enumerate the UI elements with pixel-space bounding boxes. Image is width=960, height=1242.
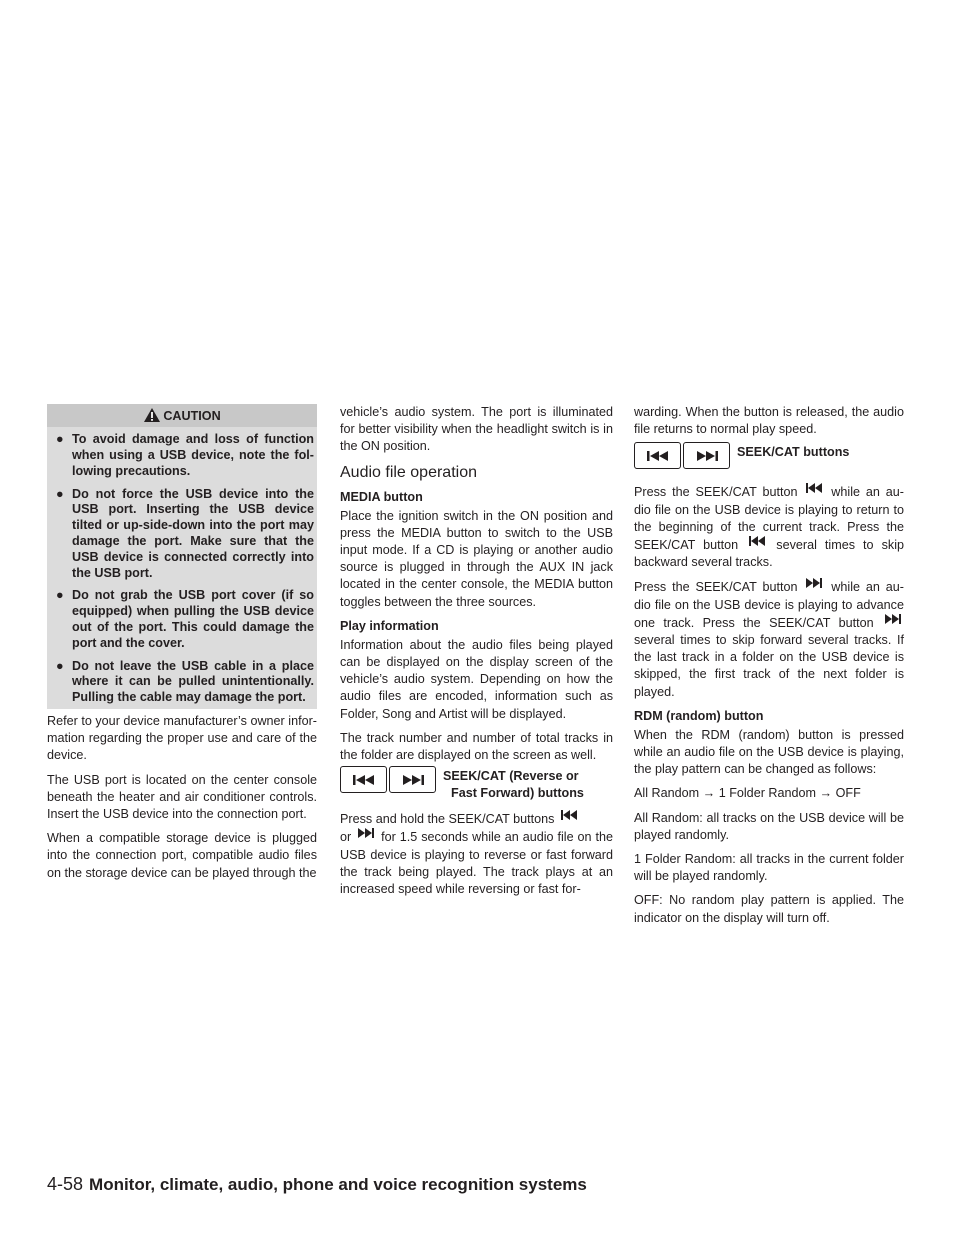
subheading-media: MEDIA button bbox=[340, 489, 423, 504]
skip-next-icon bbox=[357, 828, 375, 838]
skip-next-icon bbox=[401, 774, 425, 786]
seek-reverse-key bbox=[634, 442, 681, 469]
seek-cat-illustration bbox=[634, 442, 904, 469]
caution-box bbox=[47, 404, 317, 709]
paragraph: When a compatible storage device is plugged into the connection port, compatible audio files on the storage device can be played through the bbox=[47, 831, 317, 880]
paragraph: vehicle’s audio system. The port is illuminated for better visibility when the headlight switch is in the ON position. bbox=[340, 405, 613, 454]
seek-cat-illustration bbox=[340, 766, 613, 802]
column-1 bbox=[47, 404, 317, 889]
column-3 bbox=[634, 404, 904, 934]
paragraph: 1 Folder Random: all tracks in the current folder will be played randomly. bbox=[634, 852, 904, 884]
paragraph: Refer to your device manufacturer’s owner infor-mation regarding the proper use and care of the device. bbox=[47, 713, 317, 763]
skip-previous-icon bbox=[352, 774, 376, 786]
caution-item: ● Do not leave the USB cable in a place where it can be pulled unintentionally. Pulling the cable may damage the port. bbox=[56, 658, 314, 705]
caution-item: ● Do not force the USB device into the USB port. Inserting the USB device tilted or up-side-down into the port may damage the port. Make sure that the USB device is connected correctly into the USB port. bbox=[56, 486, 314, 580]
skip-previous-icon bbox=[560, 810, 578, 820]
paragraph: Press the SEEK/CAT button while an au-dio file on the USB device is playing to advance one track. Press the SEEK/CAT button several times to skip forward several tracks. If the last track in a folder on the USB device is skipped, the first track of the next folder is played. bbox=[634, 580, 904, 699]
skip-previous-icon bbox=[646, 450, 670, 462]
skip-previous-icon bbox=[805, 483, 823, 493]
caution-header bbox=[47, 404, 317, 427]
seek-forward-key bbox=[389, 766, 436, 793]
rdm-sequence: All Random → 1 Folder Random → OFF bbox=[634, 786, 861, 801]
subheading-play-info: Play information bbox=[340, 618, 439, 633]
seek-cat-caption: SEEK/CAT (Reverse or Fast Forward) buttons bbox=[443, 769, 584, 801]
warning-triangle-icon bbox=[143, 407, 161, 423]
caution-item: ● Do not grab the USB port cover (if so equipped) when pulling the USB device out of the port. This could damage the port and the cover. bbox=[56, 588, 314, 650]
caution-item: ● To avoid damage and loss of function when using a USB device, note the fol-lowing precautions. bbox=[56, 432, 314, 478]
subheading-rdm: RDM (random) button bbox=[634, 708, 764, 723]
section-title: Monitor, climate, audio, phone and voice recognition systems bbox=[89, 1175, 587, 1194]
paragraph: The track number and number of total tracks in the folder are displayed on the screen as well. bbox=[340, 730, 613, 763]
seek-cat-caption: SEEK/CAT buttons bbox=[737, 445, 850, 460]
paragraph: OFF: No random play pattern is applied. The indicator on the display will turn off. bbox=[634, 893, 904, 925]
page-footer bbox=[47, 1173, 587, 1196]
page-number: 4-58 bbox=[47, 1174, 84, 1194]
paragraph: warding. When the button is released, the audio file returns to normal play speed. bbox=[634, 405, 904, 437]
section-heading: Audio file operation bbox=[340, 463, 477, 481]
seek-reverse-key bbox=[340, 766, 387, 793]
paragraph: Information about the audio files being played can be displayed on the display screen of the vehicle’s audio system. Depending on how the audio files are encoded, information such as Folder, Song and Artist will be displayed. bbox=[340, 637, 613, 721]
skip-previous-icon bbox=[748, 536, 766, 546]
column-2 bbox=[340, 404, 613, 905]
paragraph: Press the SEEK/CAT button while an au-dio file on the USB device is playing to return to the beginning of the current track. Press the SEEK/CAT button several times to skip backward several tracks. bbox=[634, 485, 904, 570]
paragraph: When the RDM (random) button is pressed while an audio file on the USB device is playing, the play pattern can be changed as follows: bbox=[634, 727, 904, 777]
skip-next-icon bbox=[884, 614, 902, 624]
seek-forward-key bbox=[683, 442, 730, 469]
paragraph: Place the ignition switch in the ON position and press the MEDIA button to switch to the USB input mode. If a CD is playing or another audio source is plugged in through the AUX IN jack located in the center console, the MEDIA button toggles between the three sources. bbox=[340, 508, 613, 609]
paragraph: All Random: all tracks on the USB device will be played randomly. bbox=[634, 810, 904, 842]
skip-next-icon bbox=[695, 450, 719, 462]
paragraph: Press and hold the SEEK/CAT buttons or for 1.5 seconds while an audio file on the USB device is playing to reverse or fast forward the track being played. The track plays at an increased speed while reversing or fast for- bbox=[340, 812, 614, 897]
paragraph: The USB port is located on the center console beneath the heater and air conditioner controls. Insert the USB device into the connection port. bbox=[47, 772, 317, 821]
skip-next-icon bbox=[805, 578, 823, 588]
caution-list bbox=[50, 432, 314, 706]
caution-title: CAUTION bbox=[163, 409, 221, 423]
